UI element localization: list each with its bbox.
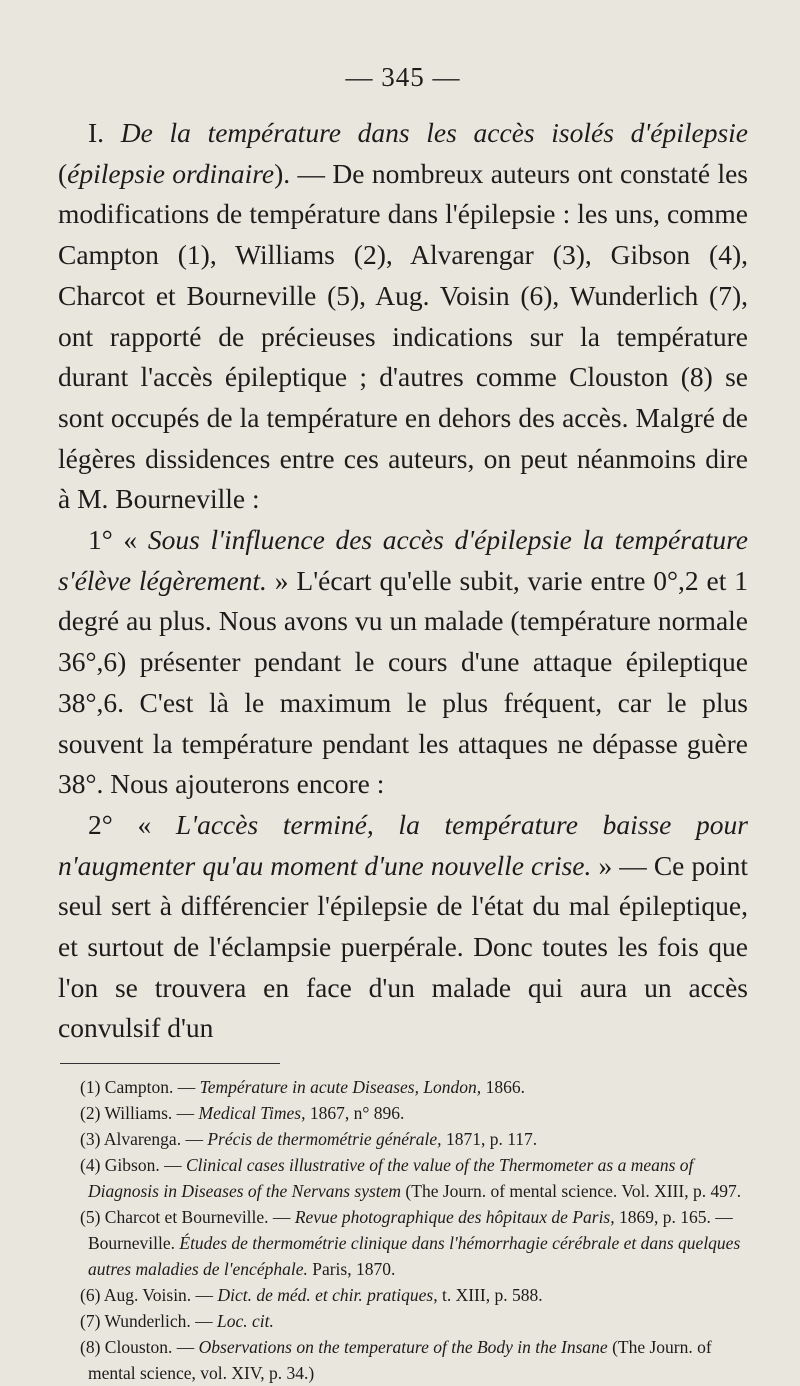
footnotes <box>58 1074 748 1386</box>
footnote: (7) Wunderlich. — Loc. cit. <box>80 1311 274 1332</box>
paragraph-1-mid: ( <box>58 157 68 189</box>
paragraph-2-quote: Sous l'influence des accès d'épilepsie la température s'élève légèrement. <box>58 524 748 596</box>
footnote: (6) Aug. Voisin. — Dict. de méd. et chir. pratiques, t. XIII, p. 588. <box>80 1285 543 1306</box>
paragraph-1 <box>58 113 748 520</box>
footnote: (4) Gibson. — Clinical cases illustrative of the value of the Thermometer as a means of Diagnosis in Diseases of the Nervans system (The Journ. of mental science. Vol. XIII, p. 497. <box>80 1155 742 1202</box>
section-title: De la température dans les accès isolés d'épilepsie <box>120 117 748 148</box>
footnote: (3) Alvarenga. — Précis de thermométrie générale, 1871, p. 117. <box>80 1129 538 1150</box>
main-text <box>58 113 748 1049</box>
page-number: — 345 — <box>345 62 461 92</box>
paragraph-3-quote: L'accès terminé, la température baisse pour n'augmenter qu'au moment d'une nouvelle crise. <box>58 808 749 881</box>
paragraph-3-text: » — Ce point seul sert à différencier l'épilepsie de l'état du mal épileptique, et surtout de l'éclampsie puerpérale. Donc toutes les fois que l'on se trouvera en face d'un malade qui aura un accès convulsif d'un <box>58 849 748 1044</box>
paragraph-1-lead: I. <box>88 117 121 148</box>
paragraph-2 <box>58 520 748 805</box>
paragraph-2-lead: 1° « <box>88 524 148 556</box>
footnote: (2) Williams. — Medical Times, 1867, n° 896. <box>80 1103 405 1124</box>
paragraph-2-text: » L'écart qu'elle subit, varie entre 0°,2 et 1 degré au plus. Nous avons vu un malade (température normale 36°,6) présenter pendant le cours d'une attaque épileptique 38°,6. C'est là le maximum le plus fréquent, car le plus souvent la température pendant les attaques ne dépasse guère 38°. Nous ajouterons encore : <box>58 564 748 800</box>
section-subtitle: épilepsie ordinaire <box>67 157 275 189</box>
paragraph-1-text: ). — De nombreux auteurs ont constaté les modifications de température dans l'épilepsie : les uns, comme Campton (1), Williams (2), Alvarengar (3), Gibson (4), Charcot et Bourneville (5), Aug. Voisin (6), Wunderlich (7), ont rapporté de précieuses indications sur la température durant l'accès épileptique ; d'autres comme Clouston (8) se sont occupés de la température en dehors des accès. Malgré de légères dissidences entre ces auteurs, on peut néanmoins dire à M. Bourneville : <box>58 157 748 515</box>
paragraph-3 <box>58 805 748 1049</box>
footnote-divider <box>60 1063 280 1064</box>
footnote: (8) Clouston. — Observations on the temperature of the Body in the Insane (The Journ. of mental science, vol. XIV, p. 34.) <box>80 1337 712 1384</box>
paragraph-3-lead: 2° « <box>88 808 176 840</box>
footnote: (1) Campton. — Température in acute Diseases, London, 1866. <box>80 1077 525 1098</box>
footnote: (5) Charcot et Bourneville. — Revue photographique des hôpitaux de Paris, 1869, p. 165. — Bourneville. Études de thermométrie clinique dans l'hémorrhagie cérébrale et dans quelques autres maladies de l'encéphale. Paris, 1870. <box>80 1207 741 1280</box>
